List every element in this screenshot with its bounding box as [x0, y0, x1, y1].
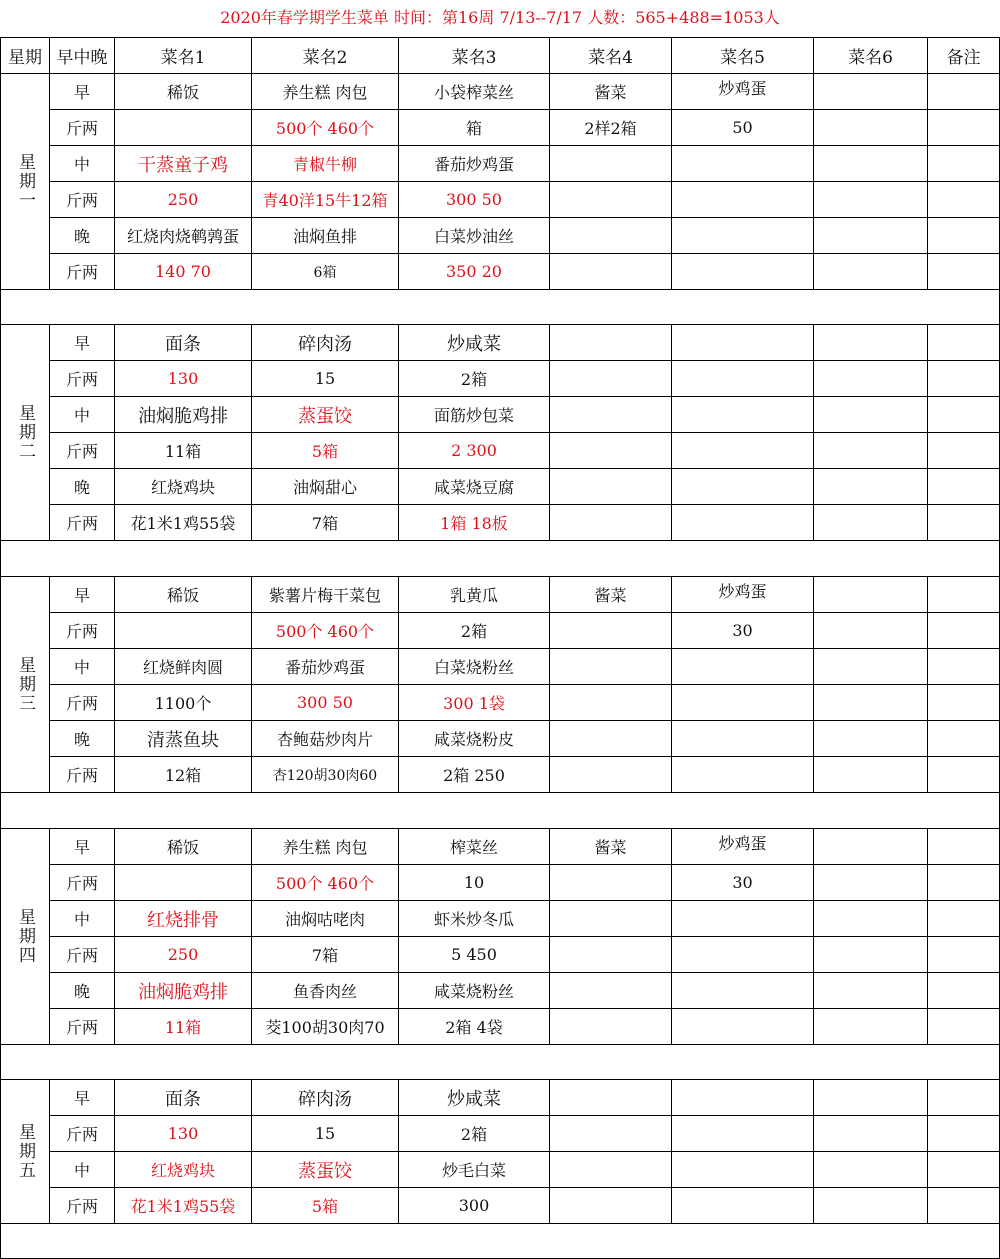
menu-cell [672, 182, 813, 217]
menu-cell [928, 361, 999, 396]
menu-cell: 油焖脆鸡排 [138, 405, 228, 427]
grid-line [0, 1223, 1000, 1224]
grid-line [0, 792, 1000, 793]
menu-cell: 5 450 [451, 945, 497, 964]
menu-cell: 杏鲍菇炒肉片 [276, 730, 373, 749]
menu-cell: 稀饭 [166, 586, 199, 605]
meal-label: 斤两 [65, 263, 98, 282]
menu-cell [550, 721, 671, 756]
menu-cell [550, 325, 671, 360]
menu-cell: 130 [167, 369, 199, 388]
column-header: 菜名1 [160, 48, 206, 68]
day-label-text: 星期五 [15, 1123, 35, 1180]
menu-cell [672, 361, 813, 396]
menu-cell [550, 469, 671, 504]
menu-cell [672, 254, 813, 289]
menu-cell: 6箱 [313, 264, 337, 281]
meal-label: 早 [73, 83, 90, 102]
menu-cell [672, 973, 813, 1008]
menu-cell [672, 1080, 813, 1115]
menu-cell [928, 937, 999, 972]
menu-cell [550, 1116, 671, 1151]
menu-cell [550, 433, 671, 468]
menu-cell [550, 973, 671, 1008]
menu-cell [928, 1080, 999, 1115]
meal-label: 中 [73, 155, 90, 174]
menu-cell: 红烧排骨 [147, 909, 219, 931]
meal-label: 中 [73, 1161, 90, 1180]
menu-cell: 300 1袋 [443, 694, 505, 713]
menu-cell [115, 865, 251, 900]
menu-cell: 15 [314, 369, 336, 388]
menu-cell [550, 182, 671, 217]
menu-cell [928, 829, 999, 864]
menu-cell [550, 937, 671, 972]
menu-cell: 养生糕 肉包 [282, 838, 368, 857]
menu-cell: 青40洋15牛12箱 [262, 191, 388, 210]
menu-cell [672, 325, 813, 360]
menu-cell: 油焖鱼排 [292, 227, 357, 246]
menu-cell [814, 397, 927, 432]
meal-label: 斤两 [65, 1197, 98, 1216]
menu-cell: 番茄炒鸡蛋 [284, 658, 365, 677]
meal-label: 中 [73, 910, 90, 929]
menu-cell: 30 [732, 873, 753, 892]
menu-cell [928, 433, 999, 468]
menu-cell: 蒸蛋饺 [298, 405, 352, 427]
menu-cell: 2箱 [460, 1125, 488, 1144]
menu-cell: 30 [732, 621, 753, 640]
menu-cell [672, 721, 813, 756]
day-label [1, 325, 49, 540]
menu-cell: 虾米炒冬瓜 [433, 910, 514, 929]
meal-label: 早 [73, 1089, 90, 1108]
menu-cell [814, 901, 927, 936]
menu-cell: 500个 460个 [275, 622, 375, 641]
menu-cell: 50 [732, 118, 753, 137]
menu-cell [814, 1080, 927, 1115]
menu-cell [928, 218, 999, 253]
menu-cell [814, 1188, 927, 1223]
column-header: 菜名2 [302, 48, 348, 68]
menu-cell [928, 685, 999, 720]
menu-cell [814, 74, 927, 109]
menu-cell [814, 721, 927, 756]
menu-cell: 5箱 [311, 1197, 339, 1216]
menu-cell: 红烧鲜肉圆 [142, 658, 223, 677]
menu-cell: 300 [458, 1196, 490, 1215]
menu-cell [672, 649, 813, 684]
menu-cell [550, 1009, 671, 1044]
menu-cell: 130 [167, 1124, 199, 1143]
meal-label: 斤两 [65, 370, 98, 389]
menu-cell [814, 685, 927, 720]
menu-cell [672, 505, 813, 540]
menu-cell [672, 146, 813, 181]
menu-cell [928, 397, 999, 432]
menu-cell: 12箱 [164, 766, 202, 785]
menu-cell [928, 325, 999, 360]
menu-cell [814, 1152, 927, 1187]
menu-cell: 11箱 [164, 1018, 202, 1037]
column-header: 星期 [8, 48, 42, 68]
meal-label: 早 [73, 334, 90, 353]
menu-cell [928, 721, 999, 756]
meal-label: 晚 [73, 227, 90, 246]
menu-cell [814, 218, 927, 253]
day-label [1, 74, 49, 289]
menu-cell: 2箱 [460, 370, 488, 389]
column-header: 菜名4 [588, 48, 633, 68]
menu-cell [928, 901, 999, 936]
meal-label: 中 [73, 406, 90, 425]
day-label-text: 星期四 [15, 908, 35, 965]
menu-cell: 白菜烧粉丝 [433, 658, 514, 677]
column-header: 菜名6 [848, 48, 893, 68]
menu-cell: 酱菜 [594, 838, 627, 857]
menu-cell: 稀饭 [166, 83, 199, 102]
menu-cell [928, 469, 999, 504]
menu-cell: 番茄炒鸡蛋 [433, 155, 514, 174]
menu-cell [550, 685, 671, 720]
meal-label: 早 [73, 586, 90, 605]
meal-label: 斤两 [65, 766, 98, 785]
menu-cell [672, 433, 813, 468]
meal-label: 斤两 [65, 514, 98, 533]
menu-cell: 300 50 [446, 190, 502, 209]
menu-cell: 青椒牛柳 [292, 155, 357, 174]
menu-cell: 500个 460个 [275, 119, 375, 138]
menu-cell: 炒咸菜 [447, 333, 501, 355]
menu-cell [928, 865, 999, 900]
menu-cell: 乳黄瓜 [449, 586, 498, 605]
menu-cell [672, 1116, 813, 1151]
menu-cell [928, 577, 999, 612]
menu-cell [928, 1009, 999, 1044]
menu-cell [550, 1152, 671, 1187]
menu-cell [672, 397, 813, 432]
menu-cell [550, 218, 671, 253]
menu-cell [115, 110, 251, 145]
menu-cell [115, 613, 251, 648]
menu-cell: 炒鸡蛋 [718, 582, 767, 601]
menu-cell [814, 469, 927, 504]
menu-cell: 小袋榨菜丝 [433, 83, 514, 102]
menu-cell: 箱 [465, 119, 482, 138]
meal-label: 斤两 [65, 191, 98, 210]
menu-cell: 炒鸡蛋 [718, 834, 767, 853]
menu-cell [928, 649, 999, 684]
menu-cell [550, 865, 671, 900]
menu-cell: 酱菜 [594, 83, 627, 102]
meal-label: 斤两 [65, 622, 98, 641]
meal-label: 早 [73, 838, 90, 857]
meal-label: 晚 [73, 478, 90, 497]
menu-cell [814, 937, 927, 972]
menu-cell: 红烧鸡块 [150, 478, 215, 497]
column-header: 菜名5 [720, 48, 765, 68]
menu-cell [928, 505, 999, 540]
menu-cell [928, 74, 999, 109]
sheet-title: 2020年春学期学生菜单 时间：第16周 7/13--7/17 人数：565+488=1053人 [220, 8, 780, 27]
menu-cell [814, 865, 927, 900]
menu-cell: 榨菜丝 [449, 838, 498, 857]
menu-cell: 2箱 [460, 622, 488, 641]
grid-line [0, 1044, 1000, 1045]
menu-cell: 140 70 [155, 262, 211, 281]
menu-cell [550, 613, 671, 648]
menu-cell: 250 [167, 190, 199, 209]
menu-cell [814, 182, 927, 217]
menu-cell [814, 146, 927, 181]
menu-cell [672, 469, 813, 504]
menu-cell [814, 254, 927, 289]
menu-cell: 紫薯片梅干菜包 [268, 586, 381, 605]
menu-cell: 鱼香肉丝 [292, 982, 357, 1001]
menu-cell: 7箱 [311, 514, 339, 533]
meal-label: 斤两 [65, 442, 98, 461]
menu-cell: 油焖咕咾肉 [284, 910, 365, 929]
menu-cell: 咸菜烧粉皮 [433, 730, 514, 749]
menu-cell: 2 300 [451, 441, 497, 460]
menu-cell: 蒸蛋饺 [298, 1160, 352, 1182]
day-label-text: 星期二 [15, 404, 35, 461]
menu-cell [928, 182, 999, 217]
menu-cell: 500个 460个 [275, 874, 375, 893]
menu-cell: 2箱 4袋 [445, 1018, 503, 1037]
meal-label: 晚 [73, 982, 90, 1001]
menu-cell: 花1米1鸡55袋 [130, 514, 236, 533]
menu-cell [550, 361, 671, 396]
menu-cell [550, 254, 671, 289]
day-label-text: 星期一 [15, 153, 35, 210]
menu-cell: 碎肉汤 [298, 333, 352, 355]
menu-cell [672, 1152, 813, 1187]
menu-cell [814, 1116, 927, 1151]
grid-line [0, 289, 1000, 290]
menu-cell [550, 757, 671, 792]
menu-cell: 11箱 [164, 442, 202, 461]
menu-cell: 炒咸菜 [447, 1088, 501, 1110]
meal-label: 晚 [73, 730, 90, 749]
menu-cell: 碎肉汤 [298, 1088, 352, 1110]
menu-cell: 炒毛白菜 [441, 1161, 506, 1180]
menu-cell: 清蒸鱼块 [147, 729, 219, 751]
menu-cell: 炒鸡蛋 [718, 79, 767, 98]
menu-cell [550, 1080, 671, 1115]
day-label [1, 1080, 49, 1223]
menu-cell: 稀饭 [166, 838, 199, 857]
menu-cell [550, 505, 671, 540]
meal-label: 斤两 [65, 694, 98, 713]
menu-cell [814, 973, 927, 1008]
menu-cell: 干蒸童子鸡 [138, 154, 228, 176]
menu-cell: 15 [314, 1124, 336, 1143]
menu-cell [672, 757, 813, 792]
meal-label: 中 [73, 658, 90, 677]
menu-cell [928, 1188, 999, 1223]
menu-cell: 油焖脆鸡排 [138, 981, 228, 1003]
menu-cell: 300 50 [297, 693, 353, 712]
menu-cell [672, 685, 813, 720]
menu-cell [814, 829, 927, 864]
menu-cell [928, 973, 999, 1008]
menu-cell [814, 577, 927, 612]
menu-cell: 面条 [165, 1088, 201, 1110]
menu-cell [550, 146, 671, 181]
menu-cell [814, 613, 927, 648]
menu-cell: 5箱 [311, 442, 339, 461]
day-label [1, 577, 49, 792]
menu-cell: 2箱 250 [443, 766, 505, 785]
menu-cell: 7箱 [311, 946, 339, 965]
menu-cell: 养生糕 肉包 [282, 83, 368, 102]
menu-cell [928, 613, 999, 648]
menu-cell [814, 110, 927, 145]
menu-cell [928, 254, 999, 289]
menu-cell: 白菜炒油丝 [433, 227, 514, 246]
menu-cell: 350 20 [446, 262, 502, 281]
column-header: 早中晚 [56, 48, 108, 68]
menu-cell [928, 757, 999, 792]
menu-cell [928, 1152, 999, 1187]
menu-cell: 茭100胡30肉70 [265, 1018, 385, 1037]
meal-label: 斤两 [65, 946, 98, 965]
menu-cell: 杏120胡30肉60 [272, 767, 378, 784]
column-header: 菜名3 [451, 48, 497, 68]
menu-cell [550, 901, 671, 936]
menu-cell [672, 218, 813, 253]
meal-label: 斤两 [65, 119, 98, 138]
menu-cell [672, 1009, 813, 1044]
menu-cell [928, 1116, 999, 1151]
menu-cell [814, 433, 927, 468]
menu-cell [814, 757, 927, 792]
menu-cell [672, 901, 813, 936]
menu-cell: 咸菜烧豆腐 [433, 478, 514, 497]
menu-cell: 1100个 [154, 694, 212, 713]
menu-cell: 10 [463, 873, 485, 892]
day-label [1, 829, 49, 1044]
menu-cell [814, 505, 927, 540]
menu-cell: 2样2箱 [584, 119, 637, 138]
menu-cell: 咸菜烧粉丝 [433, 982, 514, 1001]
menu-cell [550, 397, 671, 432]
menu-cell [928, 110, 999, 145]
menu-cell: 花1米1鸡55袋 [130, 1197, 236, 1216]
menu-cell [928, 146, 999, 181]
menu-cell: 酱菜 [594, 586, 627, 605]
menu-cell: 1箱 18板 [440, 514, 508, 533]
menu-cell: 面筋炒包菜 [433, 406, 514, 425]
column-header: 备注 [946, 48, 981, 68]
menu-cell [550, 649, 671, 684]
meal-label: 斤两 [65, 1125, 98, 1144]
menu-cell [814, 649, 927, 684]
day-label-text: 星期三 [15, 656, 35, 713]
menu-cell [814, 325, 927, 360]
menu-cell: 面条 [165, 333, 201, 355]
meal-label: 斤两 [65, 874, 98, 893]
menu-cell [550, 1188, 671, 1223]
menu-cell: 红烧肉烧鹌鹑蛋 [126, 227, 239, 246]
menu-cell [672, 1188, 813, 1223]
menu-cell [814, 361, 927, 396]
menu-cell: 红烧鸡块 [150, 1161, 215, 1180]
menu-cell: 油焖甜心 [292, 478, 357, 497]
grid-line [0, 540, 1000, 541]
menu-cell [672, 937, 813, 972]
meal-label: 斤两 [65, 1018, 98, 1037]
menu-cell: 250 [167, 945, 199, 964]
menu-cell [814, 1009, 927, 1044]
